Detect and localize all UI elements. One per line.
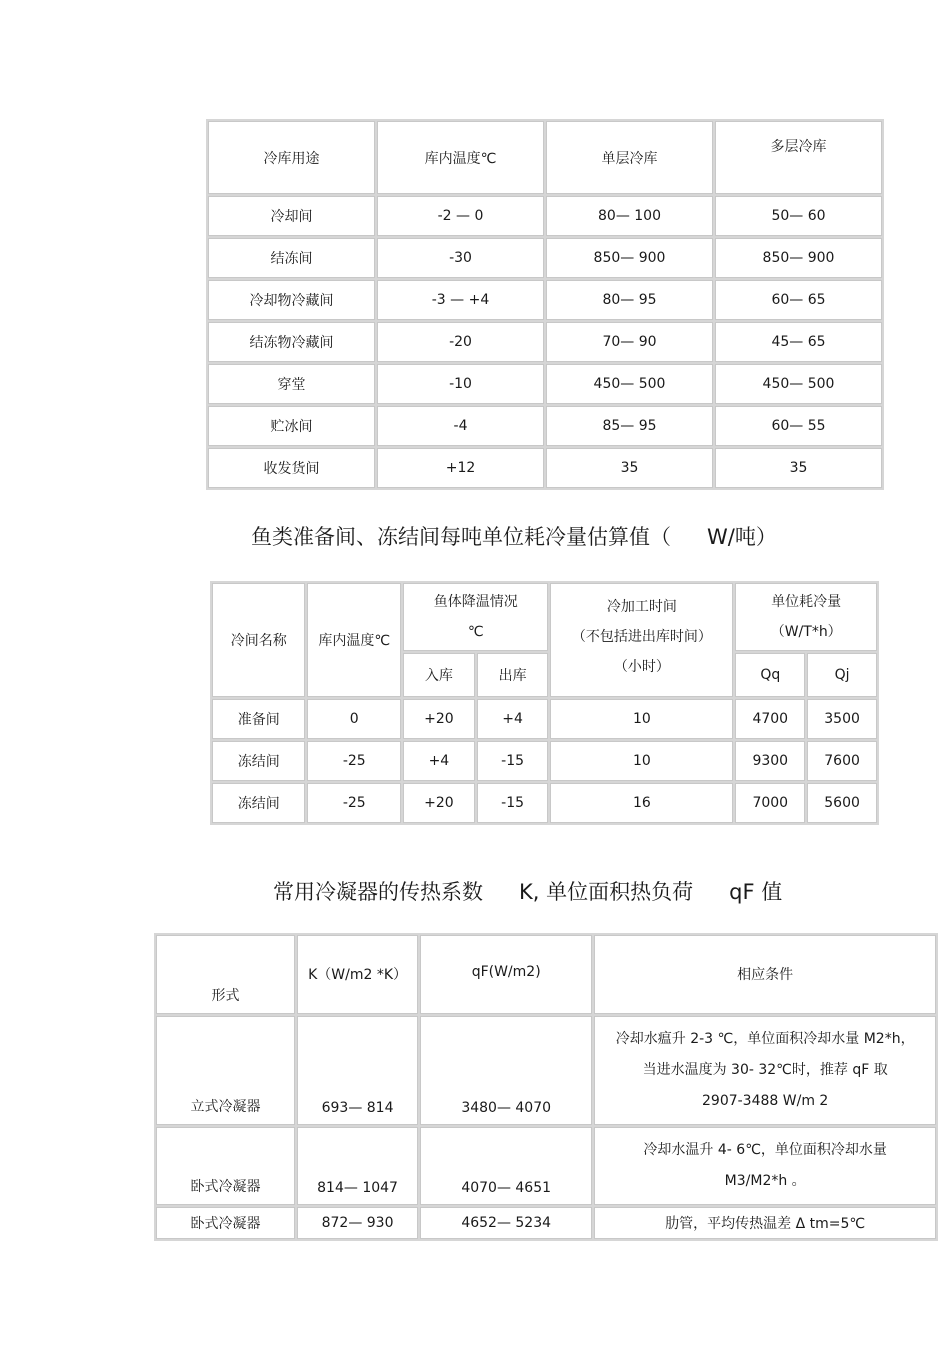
table-cell: 850— 900	[546, 238, 713, 278]
header-line: 单位耗冷量	[771, 594, 842, 610]
table-cell: 80— 95	[546, 280, 713, 320]
table-cell: -25	[307, 783, 401, 823]
condition-line: 冷却水瘟升 2-3 ℃，单位面积冷却水量 M2*h，	[615, 1031, 915, 1047]
table-row	[208, 322, 882, 362]
table-cell: 50— 60	[715, 196, 882, 236]
table-cell: 7000	[735, 783, 805, 823]
fish-cooling-table	[210, 581, 879, 825]
table-cell-condition	[594, 1127, 936, 1205]
table-cell: 4070— 4651	[420, 1127, 592, 1205]
table-cell: -20	[377, 322, 544, 362]
table-row	[208, 448, 882, 488]
table-cell: 850— 900	[715, 238, 882, 278]
condition-line: 2907-3488 W/m 2	[702, 1093, 829, 1109]
table-cell: 贮冰间	[208, 406, 375, 446]
section-title-fish-cooling	[251, 521, 777, 551]
header-cell: qF(W/m2)	[420, 935, 592, 1014]
header-cell: K（W/m2 *K）	[297, 935, 418, 1014]
table-cell: -10	[377, 364, 544, 404]
table-cell: 45— 65	[715, 322, 882, 362]
table-cell: 收发货间	[208, 448, 375, 488]
table-cell: 卧式冷凝器	[156, 1207, 295, 1239]
table-cell: 60— 55	[715, 406, 882, 446]
table-row	[212, 699, 877, 739]
header-cell: 库内温度℃	[307, 583, 401, 697]
condition-line: 当进水温度为 30- 32℃时，推荐 qF 取	[642, 1062, 888, 1078]
table-cell: 准备间	[212, 699, 305, 739]
table-cell: 5600	[807, 783, 877, 823]
table-cell: 卧式冷凝器	[156, 1127, 295, 1205]
header-line: （小时）	[613, 659, 670, 675]
header-line: （不包括进出库时间）	[571, 629, 712, 645]
table-cell: 9300	[735, 741, 805, 781]
table-cell: +12	[377, 448, 544, 488]
condenser-table	[154, 933, 938, 1241]
title-unit: W/吨）	[707, 525, 777, 549]
table-cell: 85— 95	[546, 406, 713, 446]
table-cell: 693— 814	[297, 1016, 418, 1125]
cold-storage-table	[206, 119, 884, 490]
header-cell: 形式	[156, 935, 295, 1014]
table-cell: 35	[715, 448, 882, 488]
table-cell: 0	[307, 699, 401, 739]
header-line: ℃	[467, 624, 484, 640]
header-cell: 单层冷库	[546, 121, 713, 194]
table-cell: -2 — 0	[377, 196, 544, 236]
header-cell-cooling-load	[735, 583, 877, 651]
header-line: （W/T*h）	[770, 624, 842, 640]
header-cell: 多层冷库	[715, 121, 882, 194]
table-cell-condition: 肋管，平均传热温差 Δ tm=5℃	[594, 1207, 936, 1239]
table-cell: 立式冷凝器	[156, 1016, 295, 1125]
table-cell: 冻结间	[212, 783, 305, 823]
header-cell: 冷间名称	[212, 583, 305, 697]
section-title-condenser	[273, 876, 782, 906]
table-row	[156, 1016, 936, 1125]
header-cell: 冷库用途	[208, 121, 375, 194]
table-cell: 70— 90	[546, 322, 713, 362]
table-row	[156, 1127, 936, 1205]
table-row	[208, 238, 882, 278]
table-cell: 450— 500	[546, 364, 713, 404]
table-cell: 872— 930	[297, 1207, 418, 1239]
table-cell: -3 — +4	[377, 280, 544, 320]
table-row	[208, 196, 882, 236]
table-cell: -4	[377, 406, 544, 446]
header-line: 鱼体降温情况	[433, 594, 518, 610]
table-cell: +20	[403, 783, 475, 823]
table-row	[208, 406, 882, 446]
table-cell: -25	[307, 741, 401, 781]
table-header-row	[208, 121, 882, 194]
table-cell: 10	[550, 741, 733, 781]
title-main: 鱼类准备间、冻结间每吨单位耗冷量估算值（	[251, 525, 671, 549]
header-cell: 库内温度℃	[377, 121, 544, 194]
table-cell: 3480— 4070	[420, 1016, 592, 1125]
table-cell: 冷却物冷藏间	[208, 280, 375, 320]
table-cell: 4700	[735, 699, 805, 739]
header-cell: 出库	[477, 653, 549, 697]
table-cell: 穿堂	[208, 364, 375, 404]
title-part: qF 值	[729, 880, 783, 904]
table-cell: -15	[477, 783, 549, 823]
table-cell: 450— 500	[715, 364, 882, 404]
table-cell: 80— 100	[546, 196, 713, 236]
table-header-row	[212, 583, 877, 651]
table-cell: 35	[546, 448, 713, 488]
header-cell-process-time	[550, 583, 733, 697]
table-cell: 10	[550, 699, 733, 739]
table-row	[212, 783, 877, 823]
table-cell: 3500	[807, 699, 877, 739]
header-cell: 相应条件	[594, 935, 936, 1014]
table-cell: -15	[477, 741, 549, 781]
table-row	[156, 1207, 936, 1239]
table-cell: +4	[403, 741, 475, 781]
table-cell: 814— 1047	[297, 1127, 418, 1205]
header-cell: Qj	[807, 653, 877, 697]
title-part: K, 单位面积热负荷	[519, 880, 694, 904]
table-cell: +4	[477, 699, 549, 739]
header-cell-fish-temp	[403, 583, 548, 651]
table-header-row	[156, 935, 936, 1014]
table-cell: 4652— 5234	[420, 1207, 592, 1239]
table-cell: 冻结间	[212, 741, 305, 781]
condition-line: 冷却水温升 4- 6℃，单位面积冷却水量	[643, 1142, 887, 1158]
table-row	[212, 741, 877, 781]
table-cell: -30	[377, 238, 544, 278]
table-row	[208, 280, 882, 320]
title-part: 常用冷凝器的传热系数	[273, 880, 483, 904]
header-line: 冷加工时间	[606, 599, 677, 615]
table-cell: 7600	[807, 741, 877, 781]
table-cell: 结冻间	[208, 238, 375, 278]
header-cell: Qq	[735, 653, 805, 697]
table-row	[208, 364, 882, 404]
table-cell: 冷却间	[208, 196, 375, 236]
condition-line: M3/M2*h 。	[724, 1173, 806, 1189]
header-cell: 入库	[403, 653, 475, 697]
table-cell-condition	[594, 1016, 936, 1125]
table-cell: 结冻物冷藏间	[208, 322, 375, 362]
table-cell: 16	[550, 783, 733, 823]
table-cell: +20	[403, 699, 475, 739]
table-cell: 60— 65	[715, 280, 882, 320]
